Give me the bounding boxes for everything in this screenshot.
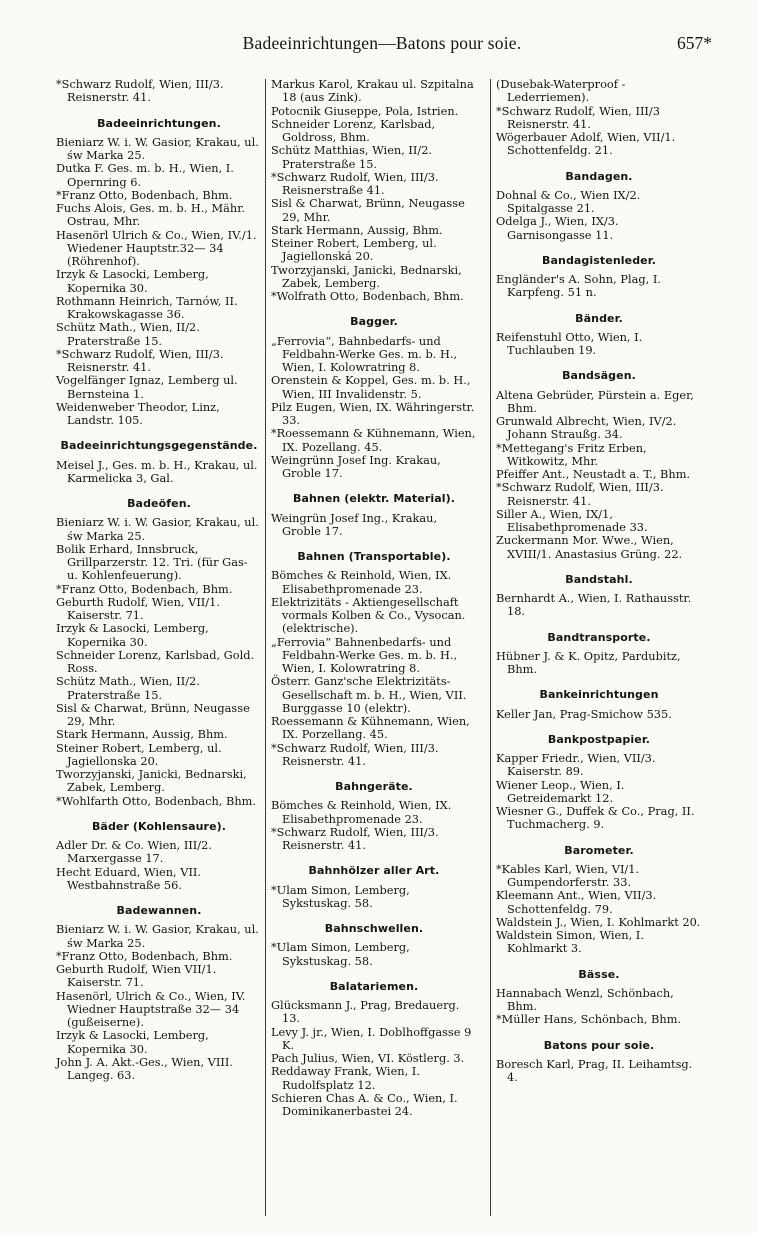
directory-entry: Schütz Math., Wien, II/2. Praterstraße 15. [56, 674, 200, 702]
section-heading: Badeöfen. [127, 497, 191, 510]
directory-entry: Pach Julius, Wien, VI. Köstlerg. 3. [271, 1051, 465, 1065]
section-heading: Bandstahl. [565, 572, 633, 586]
directory-entry: Orenstein & Koppel, Ges. m. b. H., Wien, III Invalidenstr. 5. [271, 373, 471, 401]
directory-entry: *Schwarz Rudolf, Wien, III/3. Reisnerstr. 41. [496, 480, 664, 508]
section-heading: Bandagistenleder. [542, 253, 656, 267]
section-heading: Batons pour soie. [543, 1038, 655, 1052]
directory-entry: Bieniarz W. i. W. Gasior, Krakau, ul. św Marka 25. [56, 134, 259, 162]
directory-entry: (Dusebak-Waterproof - Lederriemen). [496, 77, 626, 105]
directory-entry: „Ferrovia“ Bahnenbedarfs- und Feldbahn-Werke Ges. m. b. H., Wien, I. Kolowratring 8. [271, 634, 458, 675]
section-heading: Bahngeräte. [335, 780, 413, 793]
running-title: Badeeinrichtungen—Batons pour soie. [242, 33, 522, 53]
section-heading: Bänder. [575, 311, 623, 325]
directory-entry: Bömches & Reinhold, Wien, IX. Elisabethpromenade 23. [271, 568, 452, 596]
directory-entry: Dohnal & Co., Wien IX/2. Spitalgasse 21. [496, 187, 641, 215]
directory-entry: Fuchs Alois, Ges. m. b. H., Mähr. Ostrau, Mhr. [56, 201, 245, 229]
directory-entry: Sisl & Charwat, Brünn, Neugasse 29, Mhr. [56, 700, 250, 728]
column-divider [265, 79, 266, 1216]
directory-entry: Weidenweber Theodor, Linz, Landstr. 105. [56, 399, 220, 427]
directory-entry: Hecht Eduard, Wien, VII. Westbahnstraße 56. [56, 864, 202, 892]
directory-entry: Siller A., Wien, IX/1, Elisabethpromenade 33. [496, 506, 648, 534]
directory-entry: *Franz Otto, Bodenbach, Bhm. [56, 948, 233, 963]
section-heading: Bandtransporte. [547, 630, 651, 644]
section-heading: Bahnschwellen. [324, 922, 424, 935]
column-2 [271, 78, 477, 1118]
directory-entry: Schütz Math., Wien, II/2. Praterstraße 15. [56, 320, 200, 348]
directory-entry: Grunwald Albrecht, Wien, IV/2. Johann Straußg. 34. [496, 414, 677, 442]
directory-entry: Rothmann Heinrich, Tarnów, II. Krakowskagasse 36. [56, 293, 238, 321]
section-heading: Bandagen. [565, 169, 633, 183]
directory-entry: Tworzyjanski, Janicki, Bednarski, Zabek, Lemberg. [271, 262, 462, 290]
directory-entry: Stark Hermann, Aussig, Bhm. [56, 727, 228, 742]
directory-entry: Tworzyjanski, Janicki, Bednarski, Zabek, Lemberg. [56, 767, 247, 795]
directory-entry: *Schwarz Rudolf, Wien, III/3. Reisnerstr. 41. [56, 77, 224, 105]
page-header [52, 33, 712, 59]
directory-entry: Adler Dr. & Co. Wien, III/2. Marxergasse 17. [56, 838, 212, 866]
directory-entry: Weingrün Josef Ing., Krakau, Groble 17. [271, 510, 438, 538]
directory-entry: Pfeiffer Ant., Neustadt a. T., Bhm. [496, 467, 691, 481]
directory-entry: Meisel J., Ges. m. b. H., Krakau, ul. Karmelicka 3, Gal. [56, 457, 258, 485]
directory-entry: *Müller Hans, Schönbach, Bhm. [496, 1012, 682, 1027]
section-heading: Bäder (Kohlensaure). [91, 819, 227, 833]
directory-entry: *Ulam Simon, Lemberg, Sykstuskag. 58. [271, 940, 410, 968]
directory-entry: *Franz Otto, Bodenbach, Bhm. [56, 581, 233, 596]
section-heading: Barometer. [564, 843, 634, 857]
directory-entry: Stark Hermann, Aussig, Bhm. [271, 222, 443, 237]
directory-entry: John J. A. Akt.-Ges., Wien, VIII. Langeg. 63. [56, 1054, 233, 1082]
section-heading: Bandsägen. [562, 369, 636, 383]
directory-entry: Markus Karol, Krakau ul. Szpitalna 18 (aus Zink). [271, 77, 474, 105]
directory-entry: Reddaway Frank, Wien, I. Rudolfsplatz 12. [271, 1064, 420, 1092]
directory-entry: Wiener Leop., Wien, I. Getreidemarkt 12. [496, 777, 625, 805]
section-heading: Bahnen (elektr. Material). [292, 492, 456, 506]
directory-entry: Glücksmann J., Prag, Bredauerg. 13. [271, 998, 460, 1026]
directory-entry: Bömches & Reinhold, Wien, IX. Elisabethpromenade 23. [271, 798, 452, 826]
column-3 [496, 78, 702, 1084]
directory-entry: Pilz Eugen, Wien, IX. Währingerstr. 33. [271, 399, 475, 427]
directory-entry: Keller Jan, Prag-Smichow 535. [496, 706, 672, 721]
directory-entry: Hannabach Wenzl, Schönbach, Bhm. [496, 985, 674, 1013]
directory-entry: Roessemann & Kühnemann, Wien, IX. Porzellang. 45. [271, 714, 470, 742]
section-heading: Badeeinrichtungen. [97, 116, 221, 130]
directory-entry: „Ferrovia“, Bahnbedarfs- und Feldbahn-Werke Ges. m. b. H., Wien, I. Kolowratring 8. [271, 333, 458, 374]
directory-entry: Geburth Rudolf, Wien, VII/1. Kaiserstr. 71. [56, 594, 220, 622]
directory-entry: Irzyk & Lasocki, Lemberg, Kopernika 30. [56, 267, 209, 295]
directory-entry: Irzyk & Lasocki, Lemberg, Kopernika 30. [56, 621, 209, 649]
directory-entry: Reifenstuhl Otto, Wien, I. Tuchlauben 19. [496, 329, 643, 357]
section-heading: Bankpostpapier. [547, 732, 651, 746]
directory-entry: Vogelfänger Ignaz, Lemberg ul. Bernsteina 1. [56, 373, 238, 401]
directory-entry: Boresch Karl, Prag, II. Leihamtsg. 4. [496, 1056, 693, 1084]
directory-entry: *Franz Otto, Bodenbach, Bhm. [56, 187, 233, 202]
directory-entry: Kleemann Ant., Wien, VII/3. Schottenfeldg. 79. [496, 888, 657, 916]
directory-entry: *Ulam Simon, Lemberg, Sykstuskag. 58. [271, 882, 410, 910]
directory-entry: Geburth Rudolf, Wien VII/1. Kaiserstr. 71. [56, 962, 217, 990]
directory-entry: Kapper Friedr., Wien, VII/3. Kaiserstr. 89. [496, 751, 656, 779]
directory-entry: Hübner J. & K. Opitz, Pardubitz, Bhm. [496, 648, 681, 676]
directory-entry: Levy J. jr., Wien, I. Doblhoffgasse 9 K. [271, 1024, 472, 1052]
directory-entry: Potocnik Giuseppe, Pola, Istrien. [271, 103, 459, 118]
section-heading: Badeeinrichtungsgegenstände. [60, 439, 258, 453]
directory-entry: Schneider Lorenz, Karlsbad, Goldross, Bhm. [271, 116, 436, 144]
directory-entry: Weingrünn Josef Ing. Krakau, Groble 17. [271, 452, 441, 480]
section-heading: Bagger. [350, 315, 398, 329]
directory-entry: *Roessemann & Kühnemann, Wien, IX. Pozellang. 45. [271, 426, 476, 454]
directory-entry: Schütz Matthias, Wien, II/2. Praterstraße 15. [271, 143, 433, 171]
section-heading: Badewannen. [116, 904, 202, 917]
directory-entry: Sisl & Charwat, Brünn, Neugasse 29, Mhr. [271, 196, 465, 224]
directory-entry: Hasenörl, Ulrich & Co., Wien, IV. Wiedner Hauptstraße 32— 34 (gußeiserne). [56, 988, 246, 1029]
directory-entry: *Wohlfarth Otto, Bodenbach, Bhm. [56, 793, 256, 808]
directory-entry: *Schwarz Rudolf, Wien, III/3. Reisnerstr. 41. [56, 346, 224, 374]
directory-entry: Bieniarz W. i. W. Gasior, Krakau, ul. św Marka 25. [56, 515, 259, 543]
directory-entry: Waldstein Simon, Wien, I. Kohlmarkt 3. [496, 928, 644, 956]
directory-entry: Schieren Chas A. & Co., Wien, I. Dominikanerbastei 24. [271, 1090, 458, 1118]
directory-entry: Odelga J., Wien, IX/3. Garnisongasse 11. [496, 214, 619, 242]
section-heading: Bahnhölzer aller Art. [308, 864, 440, 878]
directory-entry: *Mettegang's Fritz Erben, Witkowitz, Mhr. [496, 440, 647, 468]
section-heading: Bankeinrichtungen [539, 688, 659, 702]
directory-entry: *Schwarz Rudolf, Wien, III/3 Reisnerstr. 41. [496, 103, 660, 131]
section-heading: Bässe. [578, 967, 620, 981]
directory-entry: *Schwarz Rudolf, Wien, III/3. Reisnerstr. 41. [271, 824, 439, 852]
directory-entry: *Schwarz Rudolf, Wien, III/3. Reisnerstraße 41. [271, 169, 439, 197]
directory-entry: Altena Gebrüder, Pürstein a. Eger, Bhm. [496, 387, 694, 415]
directory-entry: Zuckermann Mor. Wwe., Wien, XVIII/1. Anastasius Grüng. 22. [496, 533, 683, 561]
column-1 [56, 78, 262, 1082]
directory-entry: *Wolfrath Otto, Bodenbach, Bhm. [271, 289, 464, 303]
directory-entry: Hasenörl Ulrich & Co., Wien, IV./1. Wiedener Hauptstr.32— 34 (Röhrenhof). [56, 227, 257, 268]
directory-entry: Steiner Robert, Lemberg, ul. Jagiellonska 20. [56, 740, 222, 768]
section-heading: Balatariemen. [329, 979, 419, 993]
directory-entry: Dutka F. Ges. m. b. H., Wien, I. Opernring 6. [56, 161, 234, 189]
directory-entry: *Schwarz Rudolf, Wien, III/3. Reisnerstr. 41. [271, 740, 439, 768]
section-heading: Bahnen (Transportable). [297, 550, 451, 563]
directory-entry: Bolik Erhard, Innsbruck, Grillparzerstr. 12. Tri. (für Gas- u. Kohlenfeuerung). [56, 541, 248, 583]
directory-entry: Schneider Lorenz, Karlsbad, Gold. Ross. [56, 647, 255, 675]
directory-entry: *Kables Karl, Wien, VI/1. Gumpendorferstr. 33. [496, 861, 640, 889]
directory-entry: Österr. Ganz'sche Elektrizitäts-Gesellschaft m. b. H., Wien, VII. Burggasse 10 (elektr). [271, 674, 467, 715]
directory-entry: Elektrizitäts - Aktiengesellschaft vormals Kolben & Co., Vysocan. (elektrische). [271, 594, 466, 636]
directory-entry: Irzyk & Lasocki, Lemberg, Kopernika 30. [56, 1028, 209, 1056]
directory-entry: Bieniarz W. i. W. Gasior, Krakau, ul. św Marka 25. [56, 922, 259, 950]
directory-entry: Waldstein J., Wien, I. Kohlmarkt 20. [496, 914, 701, 929]
directory-entry: Engländer's A. Sohn, Plag, I. Karpfeng. 51 n. [496, 272, 661, 300]
column-divider [490, 79, 491, 1216]
directory-entry: Bernhardt A., Wien, I. Rathausstr. 18. [496, 591, 692, 619]
directory-entry: Wiesner G., Duffek & Co., Prag, II. Tuchmacherg. 9. [496, 804, 695, 832]
directory-entry: Steiner Robert, Lemberg, ul. Jagiellonská 20. [271, 236, 437, 264]
directory-entry: Wögerbauer Adolf, Wien, VII/1. Schottenfeldg. 21. [496, 130, 676, 158]
page-number: 657* [677, 33, 712, 53]
